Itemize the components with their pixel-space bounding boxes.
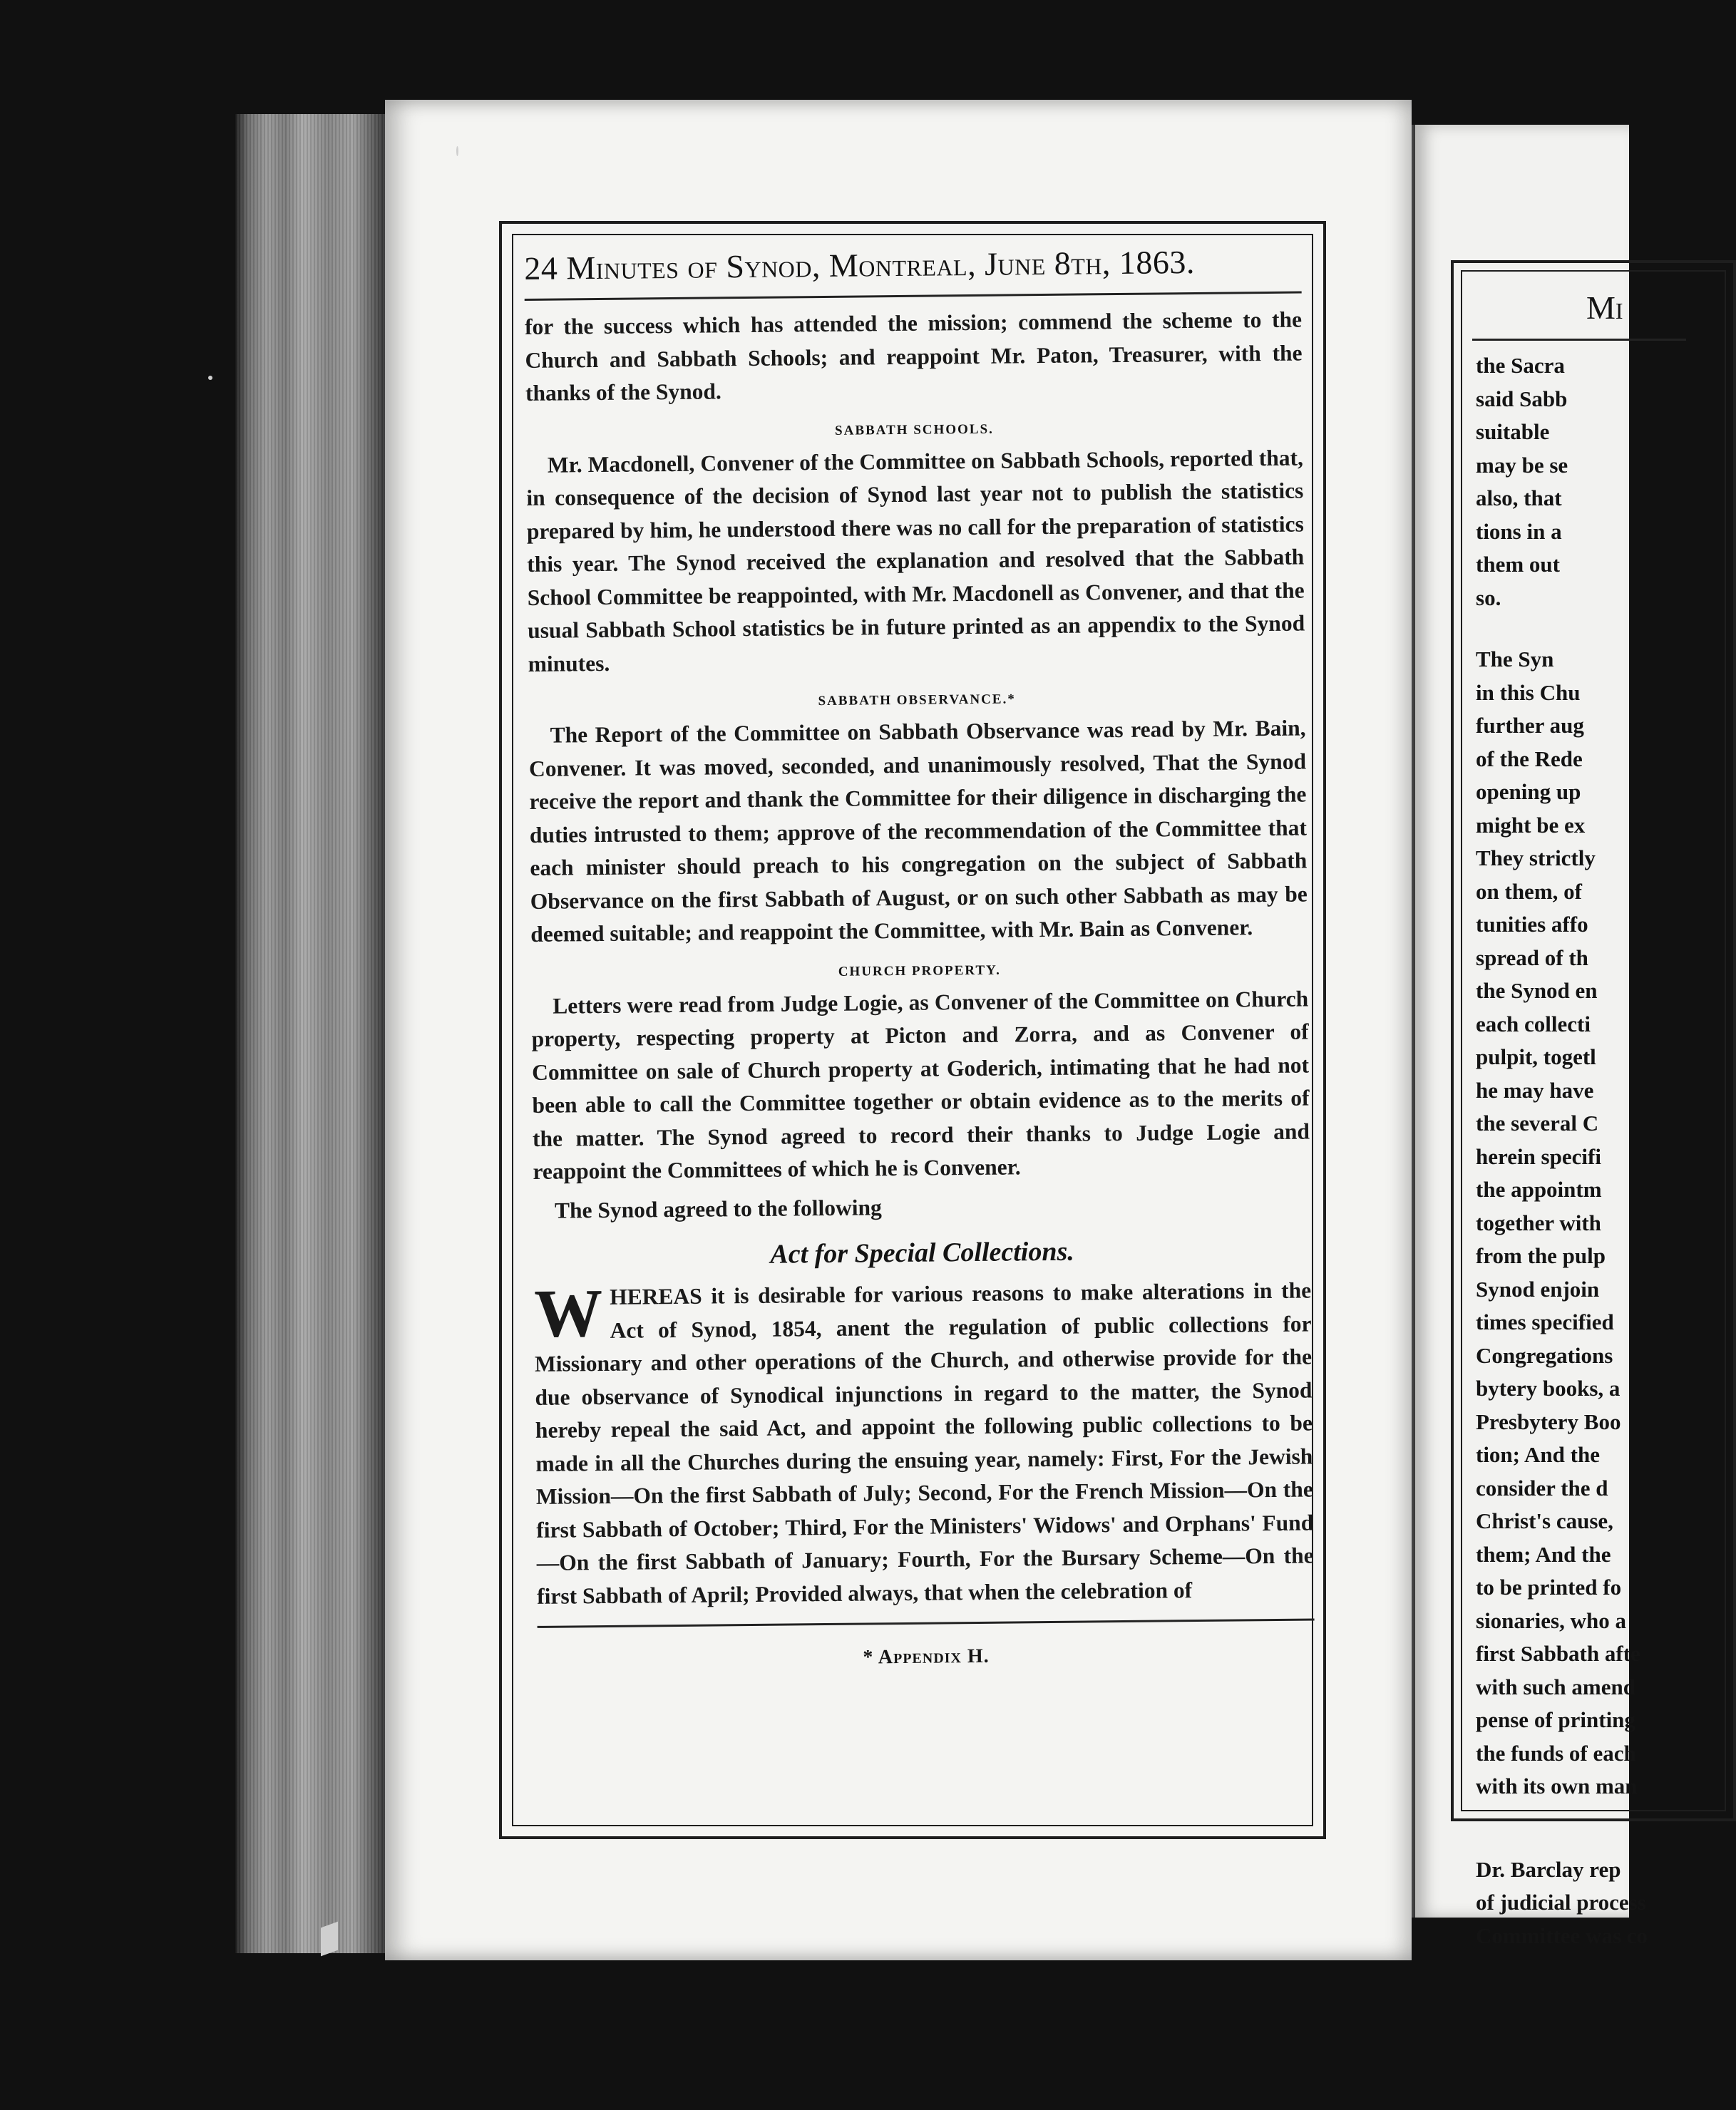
opening-paragraph: for the success which has attended the mission; commend the scheme to the Church and Sabbath Schools; and reappoint Mr. Paton, Treasurer, with the thanks of the Synod. <box>524 307 1303 406</box>
right-text-line: Congregations <box>1476 1342 1613 1368</box>
left-page-content <box>524 239 1315 1672</box>
right-running-head: Mi <box>1586 289 1623 326</box>
section-text-church-property: Letters were read from Judge Logie, as Convener of the Committee on Church property, respecting property at Picton and Zorra, and as Convener of Committee on sale of Church property at Goderich, intimating that he had not been able to call the Committee together or obtain evidence as to the merits of the matter. The Synod agreed to record their thanks to Judge Logie and reappoint the Committees of which he is Convener. <box>531 985 1310 1184</box>
right-text-line: them; And the <box>1476 1541 1611 1567</box>
section-text-sabbath-observance: The Report of the Committee on Sabbath Observance was read by Mr. Bain, Convener. It was moved, seconded, and unanimously resolved, That the Synod receive the report and thank the Committee for their diligence in discharging the duties intrusted to them; approve of the recommendation of the Committee that each minister should preach to his congregation on the subject of Sabbath Observance on the first Sabbath of August, or on such other Sabbath as may be deemed suitable; and reappoint the Committee, with Mr. Bain as Convener. <box>528 715 1308 947</box>
act-title: Act for Special Collections. <box>770 1236 1074 1270</box>
right-text-line: from the pulp <box>1476 1243 1606 1268</box>
right-text-line: might be ex <box>1476 812 1586 838</box>
right-text-line: with its own man <box>1476 1774 1638 1798</box>
right-text-line: each collecti <box>1476 1011 1591 1036</box>
right-text-line: the funds of each <box>1476 1740 1636 1766</box>
right-text-line: tions in a <box>1476 518 1562 544</box>
right-text-line: consider the d <box>1476 1475 1608 1501</box>
running-head <box>524 239 1302 301</box>
right-text-line: pense of printing <box>1476 1707 1635 1732</box>
right-text-line: in this Chu <box>1476 679 1581 705</box>
dust-speck <box>456 146 458 156</box>
right-text-block-bottom <box>1476 1853 1647 1953</box>
right-text-line: times specified <box>1476 1309 1614 1334</box>
right-text-line: Presbytery Boo <box>1476 1409 1621 1434</box>
right-text-line: also, that <box>1476 485 1562 510</box>
right-text-line: on them, of <box>1476 878 1582 904</box>
footnote-rule <box>538 1618 1315 1627</box>
drop-cap: W <box>533 1275 603 1352</box>
right-text-line: tunities affo <box>1476 912 1588 937</box>
right-text-line: Dr. Barclay rep <box>1476 1856 1621 1882</box>
right-text-line: he may have <box>1476 1077 1594 1103</box>
section-heading-sabbath-observance: SABBATH OBSERVANCE.* <box>818 691 1016 709</box>
right-text-line: They strictly <box>1476 845 1596 870</box>
right-text-line: with such amend <box>1476 1674 1635 1699</box>
act-body: HEREAS it is desirable for various reasons to make alterations in the Act of Synod, 1854, anent the regulation of public collections for Missionary and other operations of the Church, and otherwise provide for the due observance of Synodical injunctions in regard to the matter, the Synod hereby repeal the said Act, and appoint the following public collections to be made in all the Churches during the ensuing year, namely: First, For the Jewish Mission—On the first Sabbath of July; Second, For the French Mission—On the first Sabbath of October; Third, For the Ministers' Widows' and Orphans' Fund—On the first Sabbath of January; Fourth, For the Bursary Scheme—On the first Sabbath of April; Provided always, that when the celebration of <box>534 1277 1314 1609</box>
right-text-block-middle <box>1476 643 1647 1803</box>
right-text-line: may be se <box>1476 452 1568 478</box>
book-page-edges <box>235 114 389 1953</box>
section-heading-church-property: CHURCH PROPERTY. <box>838 962 1001 979</box>
right-text-line: The Syn <box>1476 647 1554 671</box>
right-text-line: herein specifi <box>1476 1143 1601 1169</box>
right-page <box>1415 125 1648 1948</box>
dust-speck <box>208 376 212 380</box>
right-text-line: so. <box>1476 585 1501 610</box>
page-number: 24 <box>524 249 558 287</box>
right-page-text <box>1476 349 1647 1952</box>
right-head-rule <box>1472 339 1686 341</box>
right-text-line: bytery books, a <box>1476 1376 1621 1401</box>
right-text-line: pulpit, togetl <box>1476 1044 1596 1069</box>
right-text-line: spread of th <box>1476 945 1588 970</box>
right-text-line: the appointm <box>1476 1177 1602 1202</box>
agreed-line: The Synod agreed to the following <box>554 1194 882 1223</box>
right-text-line: suitable <box>1476 419 1550 444</box>
right-text-line: together with <box>1476 1210 1601 1235</box>
right-text-line: the Synod en <box>1476 978 1598 1003</box>
right-text-line: Christ's cause, <box>1476 1508 1613 1533</box>
right-text-line: tion; And the <box>1476 1442 1600 1467</box>
left-page <box>385 100 1412 1960</box>
right-text-line: of judicial process <box>1476 1890 1646 1915</box>
act-text <box>534 1274 1314 1612</box>
right-text-line: further aug <box>1476 713 1584 738</box>
right-text-line: to be printed fo <box>1476 1575 1622 1600</box>
right-text-line: them out <box>1476 552 1560 577</box>
running-head-title: Minutes of Synod, Montreal, June 8th, 1863. <box>566 243 1196 287</box>
right-text-line: sionaries, who a <box>1476 1607 1626 1633</box>
right-text-line: first Sabbath afte <box>1476 1641 1640 1666</box>
right-text-line: the Sacra <box>1476 353 1565 378</box>
section-heading-sabbath-schools: SABBATH SCHOOLS. <box>835 421 994 438</box>
right-text-line: Committee was co <box>1476 1923 1648 1948</box>
section-text-sabbath-schools: Mr. Macdonell, Convener of the Committee on Sabbath Schools, reported that, in consequence of the decision of Synod last year not to publish the statistics prepared by him, he understood there was no call for the preparation of statistics this year. The Synod received the explanation and resolved that the Sabbath School Committee be reappointed, with Mr. Macdonell as Convener, and that the usual Sabbath School statistics be in future printed as an appendix to the Synod minutes. <box>526 445 1305 676</box>
right-text-line: Synod enjoin <box>1476 1276 1600 1302</box>
right-text-line: of the Rede <box>1476 746 1583 771</box>
right-text-block-top <box>1476 349 1647 614</box>
right-text-line: the several C <box>1476 1111 1599 1136</box>
right-text-line: opening up <box>1476 779 1581 804</box>
right-text-line: said Sabb <box>1476 386 1568 411</box>
footnote-text: * Appendix H. <box>863 1645 990 1669</box>
